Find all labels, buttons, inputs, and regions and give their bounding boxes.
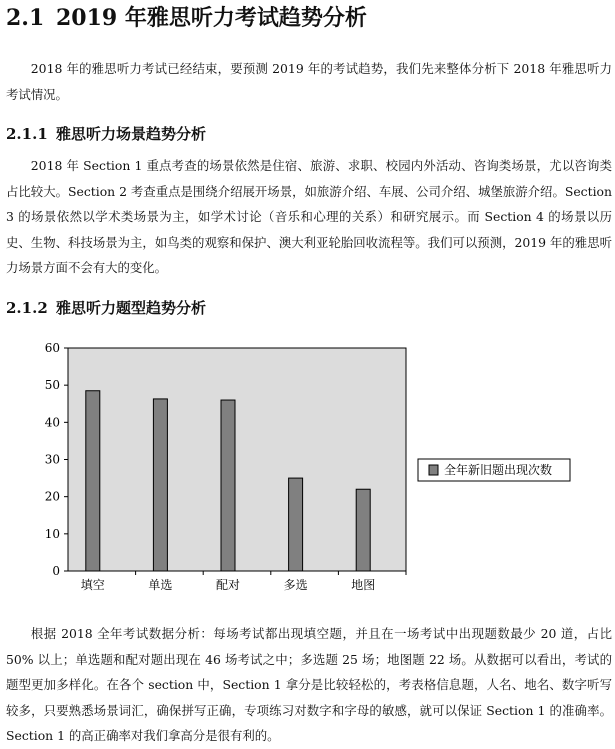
x-tick-label: 配对 (215, 578, 241, 592)
y-tick-label: 0 (52, 564, 60, 578)
scene-paragraph: 2018 年 Section 1 重点考查的场景依然是住宿、旅游、求职、校园内外活动、咨询类场景，尤以咨询类占比较大。Section 2 考查重点是围绕介绍展开场景，如旅游介绍、车展、公司介绍、城堡旅游介绍。Section 3 的场景依然以学术类场景为主，如学术讨论（音乐和心理的关系）和研究展示。而 Section 4 的场景以历史、生物、科技场景为主，如鸟类的观察和保护、澳大利亚轮胎回收流程等。我们可以预测，2019 年的雅思听力场景方面不会有大的变化。 (6, 158, 612, 275)
section-number: 2.1 (6, 5, 45, 31)
y-tick-label: 40 (44, 415, 60, 430)
subsection-heading-2 (6, 297, 206, 319)
x-tick-label: 填空 (80, 578, 105, 592)
y-tick-label: 50 (44, 378, 60, 393)
bar-0 (86, 391, 100, 571)
subsection-number: 2.1.2 (6, 299, 48, 317)
y-tick-label: 60 (44, 341, 60, 355)
question-type-bar-chart (0, 335, 615, 600)
x-tick-label: 地图 (351, 578, 376, 592)
y-tick-label: 10 (44, 526, 60, 541)
bar-4 (356, 489, 370, 571)
section-heading (6, 4, 367, 32)
y-tick-label: 20 (44, 489, 60, 504)
x-tick-label: 多选 (283, 578, 308, 592)
legend-label: 全年新旧题出现次数 (444, 463, 553, 477)
legend-swatch (429, 465, 438, 475)
subsection-title: 雅思听力场景趋势分析 (56, 125, 207, 143)
plot-area (68, 348, 406, 571)
bar-1 (153, 399, 167, 571)
subsection-number: 2.1.1 (6, 125, 48, 143)
y-tick-label: 30 (44, 452, 60, 467)
analysis-paragraph: 根据 2018 全年考试数据分析：每场考试都出现填空题，并且在一场考试中出现题数最少 20 道，占比 50% 以上；单选题和配对题出现在 46 场考试之中；多选题 25 场；地图题 22 场。从数据可以看出，考试的题型更加多样化。在各个 section 中，Section 1 拿分是比较轻松的，考表格信息题，人名、地名、数字听写较多，只要熟悉场景词汇，确保拼写正确，专项练习对数字和字母的敏感，就可以保证 Section 1 的准确率。Section 1 的高正确率对我们拿高分是很有利的。 (6, 626, 612, 743)
intro-paragraph: 2018 年的雅思听力考试已经结束，要预测 2019 年的考试趋势，我们先来整体分析下 2018 年雅思听力考试情况。 (6, 61, 612, 102)
x-tick-label: 单选 (148, 578, 173, 592)
bar-3 (289, 478, 303, 571)
bar-2 (221, 400, 235, 571)
subsection-title: 雅思听力题型趋势分析 (56, 299, 207, 317)
subsection-heading-1 (6, 123, 206, 145)
section-title: 2019 年雅思听力考试趋势分析 (56, 5, 367, 31)
